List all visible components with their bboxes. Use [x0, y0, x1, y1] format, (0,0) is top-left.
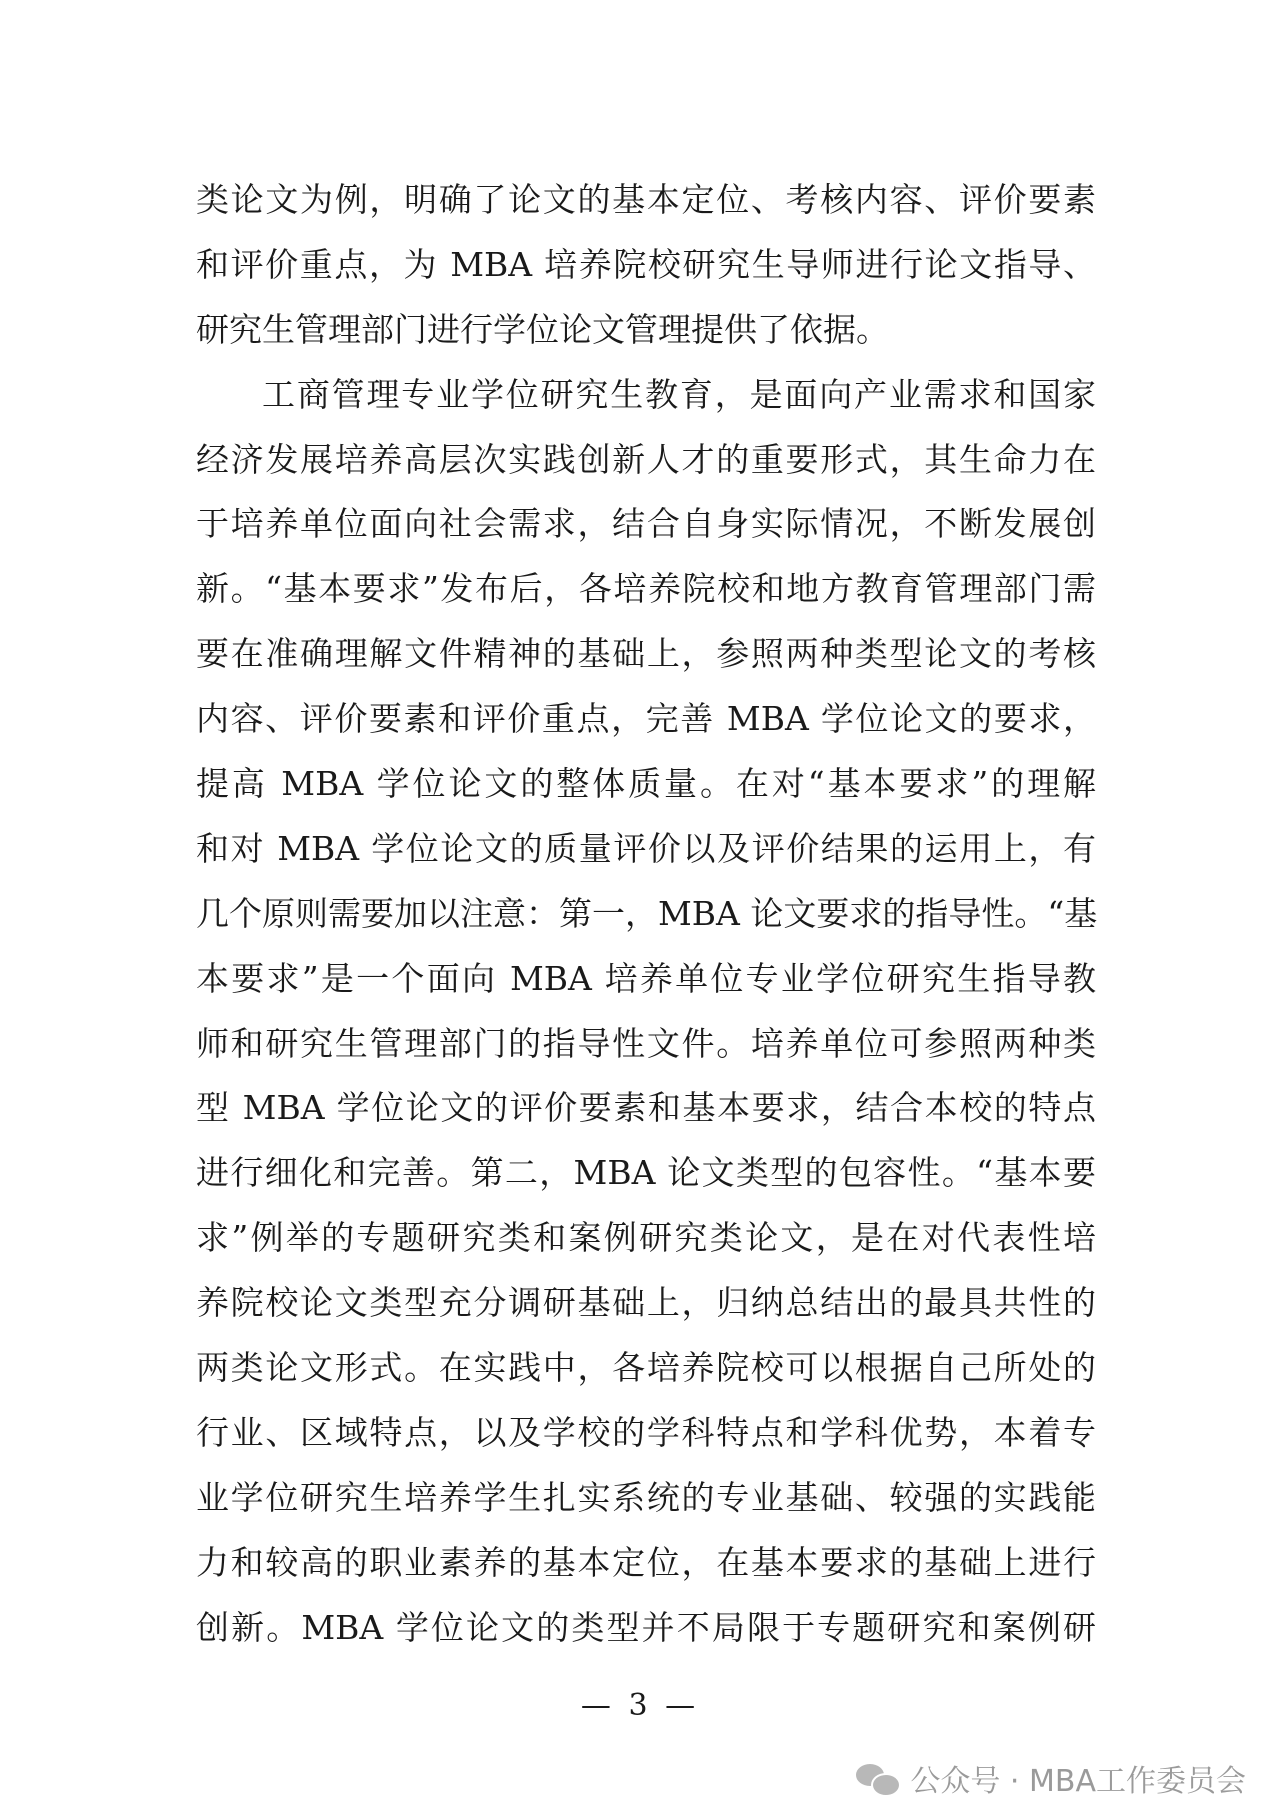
text-line: 师和研究生管理部门的指导性文件。培养单位可参照两种类: [196, 1023, 1096, 1063]
text-line: 新。“基本要求”发布后，各培养院校和地方教育管理部门需: [196, 569, 1096, 609]
text-line: 型 MBA 学位论文的评价要素和基本要求，结合本校的特点: [196, 1088, 1096, 1128]
text-line: 业学位研究生培养学生扎实系统的专业基础、较强的实践能: [196, 1477, 1096, 1517]
text-line: 于培养单位面向社会需求，结合自身实际情况，不断发展创: [196, 504, 1096, 544]
body-text: [196, 168, 1096, 1660]
text-line: 和对 MBA 学位论文的质量评价以及评价结果的运用上，有: [196, 828, 1096, 868]
text-line: 本要求”是一个面向 MBA 培养单位专业学位研究生指导教: [196, 958, 1096, 998]
page-number: — 3 —: [580, 1688, 700, 1723]
text-line: 行业、区域特点，以及学校的学科特点和学科优势，本着专: [196, 1412, 1096, 1452]
text-line: 求”例举的专题研究类和案例研究类论文，是在对代表性培: [196, 1218, 1096, 1258]
text-line: 类论文为例，明确了论文的基本定位、考核内容、评价要素: [196, 180, 1096, 219]
watermark: [856, 1754, 1246, 1802]
text-line: 两类论文形式。在实践中，各培养院校可以根据自己所处的: [196, 1348, 1096, 1388]
text-line: 经济发展培养高层次实践创新人才的重要形式，其生命力在: [196, 439, 1096, 479]
watermark-text: 公众号 · MBA工作委员会: [910, 1764, 1246, 1799]
text-line: 要在准确理解文件精神的基础上，参照两种类型论文的考核: [196, 634, 1096, 674]
text-line: 创新。MBA 学位论文的类型并不局限于专题研究和案例研: [196, 1607, 1096, 1647]
text-line: 内容、评价要素和评价重点，完善 MBA 学位论文的要求，: [196, 699, 1096, 739]
text-line: 提高 MBA 学位论文的整体质量。在对“基本要求”的理解: [196, 764, 1096, 804]
wechat-icon: [856, 1760, 900, 1796]
text-line: 研究生管理部门进行学位论文管理提供了依据。: [196, 309, 889, 349]
text-line: 进行细化和完善。第二，MBA 论文类型的包容性。“基本要: [196, 1153, 1096, 1193]
text-line: 和评价重点，为 MBA 培养院校研究生导师进行论文指导、: [196, 244, 1096, 284]
text-line: 养院校论文类型充分调研基础上，归纳总结出的最具共性的: [196, 1283, 1096, 1323]
paragraph-first-line: 工商管理专业学位研究生教育，是面向产业需求和国家: [262, 374, 1096, 414]
text-line: 力和较高的职业素养的基本定位，在基本要求的基础上进行: [196, 1542, 1096, 1582]
text-line: 几个原则需要加以注意：第一，MBA 论文要求的指导性。“基: [196, 893, 1098, 933]
